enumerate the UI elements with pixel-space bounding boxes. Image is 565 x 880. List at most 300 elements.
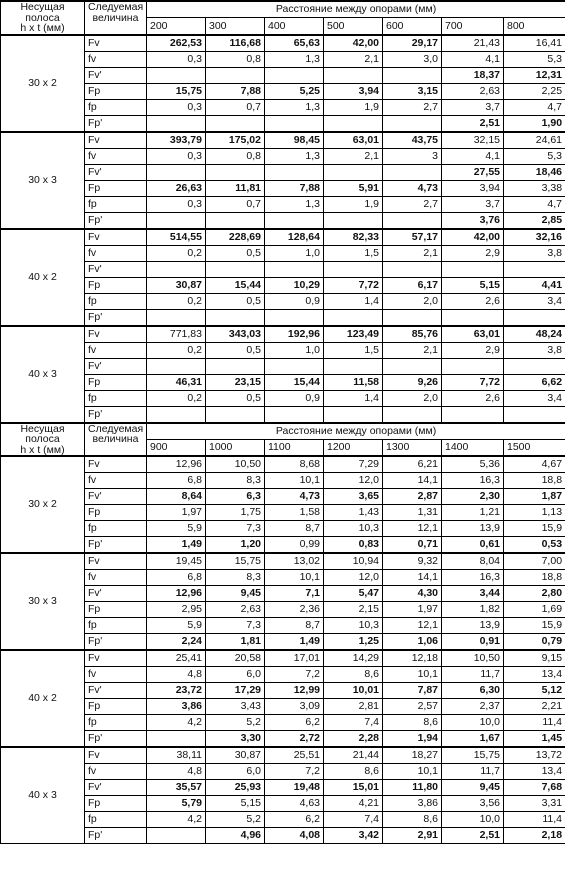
table-row [1, 67, 565, 83]
value-cell: 0,5 [206, 390, 265, 406]
value-cell: 1,9 [324, 99, 383, 115]
value-cell: 2,30 [442, 489, 504, 505]
value-cell [147, 309, 206, 326]
value-cell: 2,1 [383, 245, 442, 261]
value-cell [504, 261, 565, 277]
value-cell [504, 309, 565, 326]
value-cell: 1,90 [504, 115, 565, 132]
quantity-cell: Fv [85, 553, 147, 570]
value-cell: 10,1 [265, 473, 324, 489]
value-cell: 15,01 [324, 780, 383, 796]
value-cell: 0,5 [206, 245, 265, 261]
table-row [1, 699, 565, 715]
value-cell: 0,53 [504, 537, 565, 554]
table-row [1, 309, 565, 326]
value-cell: 15,9 [504, 618, 565, 634]
value-cell: 9,45 [206, 586, 265, 602]
quantity-cell: Fv' [85, 358, 147, 374]
value-cell: 1,97 [383, 602, 442, 618]
value-cell: 0,3 [147, 148, 206, 164]
quantity-cell: Fv [85, 456, 147, 473]
value-cell: 35,57 [147, 780, 206, 796]
value-cell: 1,13 [504, 505, 565, 521]
value-cell [324, 67, 383, 83]
value-cell: 0,5 [206, 293, 265, 309]
quantity-cell: Fv' [85, 683, 147, 699]
table-row [1, 245, 565, 261]
value-cell [383, 261, 442, 277]
value-cell: 7,87 [383, 683, 442, 699]
value-cell [265, 261, 324, 277]
value-cell: 10,0 [442, 812, 504, 828]
table-row [1, 764, 565, 780]
quantity-cell: Fp [85, 180, 147, 196]
header-row [1, 1, 565, 18]
value-cell: 3,09 [265, 699, 324, 715]
value-cell: 1,82 [442, 602, 504, 618]
value-cell: 10,01 [324, 683, 383, 699]
value-cell [206, 164, 265, 180]
quantity-cell: Fv' [85, 586, 147, 602]
value-cell: 0,7 [206, 99, 265, 115]
value-cell: 16,3 [442, 473, 504, 489]
table-row [1, 683, 565, 699]
value-cell: 13,72 [504, 747, 565, 764]
value-cell: 3,8 [504, 342, 565, 358]
table-row [1, 667, 565, 683]
table-row [1, 586, 565, 602]
value-cell: 1,43 [324, 505, 383, 521]
value-cell: 11,7 [442, 667, 504, 683]
value-cell: 3,94 [442, 180, 504, 196]
table-row [1, 229, 565, 246]
value-cell: 14,1 [383, 570, 442, 586]
table-row [1, 602, 565, 618]
table-row [1, 374, 565, 390]
value-cell: 2,37 [442, 699, 504, 715]
value-cell: 343,03 [206, 326, 265, 343]
value-cell: 1,0 [265, 245, 324, 261]
value-cell: 25,93 [206, 780, 265, 796]
table-row [1, 180, 565, 196]
quantity-cell: Fp' [85, 731, 147, 748]
quantity-cell: Fv' [85, 67, 147, 83]
quantity-cell: fv [85, 570, 147, 586]
value-cell [383, 164, 442, 180]
quantity-cell: fp [85, 618, 147, 634]
value-cell: 2,63 [206, 602, 265, 618]
value-cell [324, 164, 383, 180]
value-cell: 7,4 [324, 715, 383, 731]
bar-size-cell: 30 x 2 [1, 35, 85, 132]
table-row [1, 537, 565, 554]
table-row [1, 570, 565, 586]
quantity-cell: Fp [85, 277, 147, 293]
value-cell: 6,30 [442, 683, 504, 699]
table-row [1, 473, 565, 489]
value-cell: 3,8 [504, 245, 565, 261]
value-cell: 2,81 [324, 699, 383, 715]
value-cell: 1,97 [147, 505, 206, 521]
column-header-span: Расстояние между опорами (мм) [147, 1, 565, 18]
value-cell [442, 406, 504, 423]
value-cell: 2,1 [383, 342, 442, 358]
value-cell: 3,56 [442, 796, 504, 812]
value-cell: 123,49 [324, 326, 383, 343]
value-cell: 10,1 [383, 667, 442, 683]
quantity-cell: fp [85, 293, 147, 309]
value-cell: 12,1 [383, 618, 442, 634]
value-cell: 19,48 [265, 780, 324, 796]
value-cell: 27,55 [442, 164, 504, 180]
value-cell: 116,68 [206, 35, 265, 52]
value-cell: 2,25 [504, 83, 565, 99]
quantity-cell: Fp' [85, 537, 147, 554]
value-cell [147, 358, 206, 374]
value-cell: 8,7 [265, 521, 324, 537]
table-row [1, 293, 565, 309]
value-cell [147, 261, 206, 277]
value-cell: 11,4 [504, 715, 565, 731]
value-cell: 6,21 [383, 456, 442, 473]
value-cell: 8,3 [206, 570, 265, 586]
value-cell: 8,3 [206, 473, 265, 489]
value-cell: 5,2 [206, 715, 265, 731]
quantity-cell: Fv [85, 326, 147, 343]
value-cell: 2,9 [442, 342, 504, 358]
value-cell: 3,76 [442, 212, 504, 229]
value-cell: 1,3 [265, 51, 324, 67]
value-cell: 4,2 [147, 812, 206, 828]
value-cell [442, 261, 504, 277]
value-cell [265, 406, 324, 423]
quantity-cell: fv [85, 245, 147, 261]
value-cell: 11,58 [324, 374, 383, 390]
value-cell: 10,50 [206, 456, 265, 473]
value-cell: 10,1 [383, 764, 442, 780]
span-header-cell: 600 [383, 18, 442, 35]
value-cell: 3,86 [147, 699, 206, 715]
value-cell: 2,18 [504, 828, 565, 844]
value-cell: 38,11 [147, 747, 206, 764]
value-cell: 12,96 [147, 586, 206, 602]
column-header-quantity: Следуемая величина [85, 423, 147, 457]
value-cell: 1,25 [324, 634, 383, 651]
quantity-cell: fv [85, 473, 147, 489]
value-cell: 0,8 [206, 51, 265, 67]
value-cell: 11,7 [442, 764, 504, 780]
value-cell: 0,2 [147, 342, 206, 358]
value-cell: 4,21 [324, 796, 383, 812]
value-cell: 3,44 [442, 586, 504, 602]
value-cell [206, 358, 265, 374]
quantity-cell: Fp' [85, 309, 147, 326]
value-cell: 7,68 [504, 780, 565, 796]
value-cell: 15,75 [442, 747, 504, 764]
table-row [1, 828, 565, 844]
table-row [1, 99, 565, 115]
value-cell [383, 358, 442, 374]
value-cell: 21,44 [324, 747, 383, 764]
value-cell: 19,45 [147, 553, 206, 570]
value-cell: 1,5 [324, 342, 383, 358]
value-cell: 6,0 [206, 764, 265, 780]
table-row [1, 35, 565, 52]
value-cell: 1,94 [383, 731, 442, 748]
value-cell: 16,41 [504, 35, 565, 52]
table-row [1, 521, 565, 537]
value-cell: 2,6 [442, 390, 504, 406]
value-cell: 0,83 [324, 537, 383, 554]
value-cell [324, 358, 383, 374]
table-row [1, 796, 565, 812]
value-cell: 10,3 [324, 618, 383, 634]
quantity-cell: fp [85, 196, 147, 212]
value-cell: 8,68 [265, 456, 324, 473]
table-row [1, 406, 565, 423]
value-cell: 2,51 [442, 828, 504, 844]
value-cell: 14,29 [324, 650, 383, 667]
column-header-bar: Несущая полоса h x t (мм) [1, 423, 85, 457]
value-cell: 1,69 [504, 602, 565, 618]
value-cell: 228,69 [206, 229, 265, 246]
value-cell [442, 309, 504, 326]
quantity-cell: Fv [85, 650, 147, 667]
value-cell: 10,29 [265, 277, 324, 293]
value-cell: 5,12 [504, 683, 565, 699]
value-cell: 15,75 [147, 83, 206, 99]
value-cell [206, 67, 265, 83]
value-cell: 8,6 [383, 715, 442, 731]
value-cell: 12,31 [504, 67, 565, 83]
table-row [1, 489, 565, 505]
value-cell: 18,46 [504, 164, 565, 180]
value-cell: 1,5 [324, 245, 383, 261]
value-cell: 43,75 [383, 132, 442, 149]
value-cell: 21,43 [442, 35, 504, 52]
bar-size-cell: 30 x 2 [1, 456, 85, 553]
quantity-cell: Fv [85, 747, 147, 764]
value-cell: 1,49 [265, 634, 324, 651]
value-cell: 1,67 [442, 731, 504, 748]
value-cell [206, 309, 265, 326]
table-row [1, 164, 565, 180]
table-row [1, 553, 565, 570]
value-cell: 10,94 [324, 553, 383, 570]
bar-size-cell: 30 x 3 [1, 132, 85, 229]
value-cell [324, 115, 383, 132]
table-row [1, 342, 565, 358]
value-cell: 1,31 [383, 505, 442, 521]
value-cell: 9,15 [504, 650, 565, 667]
value-cell: 514,55 [147, 229, 206, 246]
span-header-cell: 300 [206, 18, 265, 35]
value-cell: 30,87 [206, 747, 265, 764]
value-cell: 85,76 [383, 326, 442, 343]
value-cell: 2,6 [442, 293, 504, 309]
value-cell [206, 115, 265, 132]
value-cell: 42,00 [324, 35, 383, 52]
value-cell: 0,61 [442, 537, 504, 554]
value-cell [383, 67, 442, 83]
value-cell: 2,87 [383, 489, 442, 505]
value-cell [206, 261, 265, 277]
quantity-cell: fv [85, 667, 147, 683]
value-cell: 4,2 [147, 715, 206, 731]
span-header-cell: 1500 [504, 439, 565, 456]
quantity-cell: fv [85, 51, 147, 67]
value-cell: 23,15 [206, 374, 265, 390]
table-row [1, 390, 565, 406]
quantity-cell: Fv' [85, 164, 147, 180]
value-cell: 16,3 [442, 570, 504, 586]
value-cell: 7,72 [442, 374, 504, 390]
column-header-bar: Несущая полоса h x t (мм) [1, 1, 85, 35]
value-cell: 0,9 [265, 390, 324, 406]
value-cell: 5,91 [324, 180, 383, 196]
value-cell: 18,8 [504, 570, 565, 586]
value-cell: 2,7 [383, 99, 442, 115]
value-cell: 7,4 [324, 812, 383, 828]
value-cell [265, 164, 324, 180]
quantity-cell: Fp [85, 374, 147, 390]
table-row [1, 51, 565, 67]
span-header-cell: 800 [504, 18, 565, 35]
value-cell: 0,5 [206, 342, 265, 358]
quantity-cell: Fp [85, 83, 147, 99]
value-cell [265, 358, 324, 374]
value-cell: 5,79 [147, 796, 206, 812]
header-row [1, 423, 565, 440]
value-cell: 2,51 [442, 115, 504, 132]
value-cell [147, 406, 206, 423]
value-cell: 32,15 [442, 132, 504, 149]
value-cell: 5,47 [324, 586, 383, 602]
value-cell: 3,7 [442, 196, 504, 212]
value-cell: 7,1 [265, 586, 324, 602]
value-cell: 13,02 [265, 553, 324, 570]
value-cell: 0,3 [147, 51, 206, 67]
value-cell: 1,3 [265, 99, 324, 115]
value-cell: 2,91 [383, 828, 442, 844]
value-cell: 0,71 [383, 537, 442, 554]
table-row [1, 505, 565, 521]
span-header-cell: 500 [324, 18, 383, 35]
quantity-cell: fp [85, 812, 147, 828]
span-header-cell: 1400 [442, 439, 504, 456]
value-cell: 2,1 [324, 51, 383, 67]
value-cell: 12,96 [147, 456, 206, 473]
table-row [1, 456, 565, 473]
value-cell: 3,4 [504, 390, 565, 406]
column-header-quantity: Следуемая величина [85, 1, 147, 35]
value-cell: 4,7 [504, 196, 565, 212]
value-cell: 57,17 [383, 229, 442, 246]
table-row [1, 148, 565, 164]
value-cell: 8,6 [324, 667, 383, 683]
quantity-cell: Fp' [85, 828, 147, 844]
value-cell [324, 212, 383, 229]
value-cell: 7,00 [504, 553, 565, 570]
value-cell: 1,0 [265, 342, 324, 358]
value-cell: 5,3 [504, 148, 565, 164]
value-cell: 6,2 [265, 812, 324, 828]
value-cell [147, 164, 206, 180]
quantity-cell: Fp' [85, 212, 147, 229]
value-cell: 13,9 [442, 521, 504, 537]
span-header-cell: 200 [147, 18, 206, 35]
value-cell: 4,30 [383, 586, 442, 602]
value-cell: 42,00 [442, 229, 504, 246]
value-cell: 1,3 [265, 148, 324, 164]
value-cell: 25,41 [147, 650, 206, 667]
value-cell: 0,3 [147, 99, 206, 115]
value-cell [324, 261, 383, 277]
value-cell: 5,9 [147, 521, 206, 537]
value-cell: 5,15 [206, 796, 265, 812]
table-row [1, 747, 565, 764]
value-cell: 0,2 [147, 390, 206, 406]
value-cell: 3,94 [324, 83, 383, 99]
value-cell: 2,0 [383, 390, 442, 406]
quantity-cell: Fv [85, 35, 147, 52]
value-cell: 1,06 [383, 634, 442, 651]
value-cell: 1,4 [324, 390, 383, 406]
value-cell: 192,96 [265, 326, 324, 343]
value-cell [442, 358, 504, 374]
value-cell [383, 309, 442, 326]
value-cell: 1,49 [147, 537, 206, 554]
value-cell: 3 [383, 148, 442, 164]
value-cell: 5,25 [265, 83, 324, 99]
value-cell: 5,15 [442, 277, 504, 293]
value-cell: 6,0 [206, 667, 265, 683]
value-cell [265, 309, 324, 326]
value-cell: 2,63 [442, 83, 504, 99]
value-cell: 6,62 [504, 374, 565, 390]
value-cell: 63,01 [442, 326, 504, 343]
value-cell: 15,75 [206, 553, 265, 570]
value-cell: 0,3 [147, 196, 206, 212]
value-cell: 10,1 [265, 570, 324, 586]
quantity-cell: Fp [85, 699, 147, 715]
value-cell: 2,95 [147, 602, 206, 618]
value-cell [147, 828, 206, 844]
table-row [1, 650, 565, 667]
value-cell: 7,2 [265, 667, 324, 683]
value-cell: 12,0 [324, 570, 383, 586]
value-cell: 0,7 [206, 196, 265, 212]
value-cell: 7,3 [206, 521, 265, 537]
bar-size-cell: 40 x 3 [1, 326, 85, 423]
value-cell: 11,81 [206, 180, 265, 196]
value-cell [383, 406, 442, 423]
value-cell: 17,01 [265, 650, 324, 667]
value-cell: 8,6 [324, 764, 383, 780]
span-header-cell: 1200 [324, 439, 383, 456]
value-cell: 5,2 [206, 812, 265, 828]
value-cell [324, 406, 383, 423]
value-cell: 4,8 [147, 764, 206, 780]
value-cell: 6,17 [383, 277, 442, 293]
value-cell [265, 212, 324, 229]
quantity-cell: Fv' [85, 489, 147, 505]
value-cell: 3,38 [504, 180, 565, 196]
value-cell: 7,29 [324, 456, 383, 473]
table-row [1, 731, 565, 748]
value-cell: 5,9 [147, 618, 206, 634]
value-cell: 6,2 [265, 715, 324, 731]
